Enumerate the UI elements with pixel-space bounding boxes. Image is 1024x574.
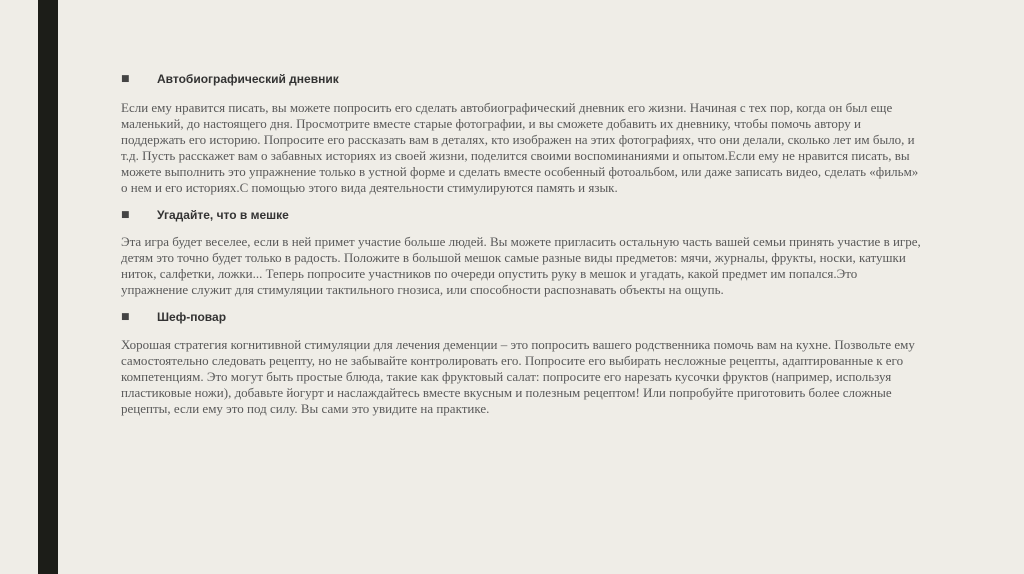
section-title: Автобиографический дневник (157, 72, 339, 86)
square-bullet-icon: ■ (121, 210, 130, 220)
section-title: Шеф-повар (157, 310, 227, 324)
square-bullet-icon: ■ (121, 74, 130, 84)
slide-content (121, 70, 921, 417)
section-paragraph-chef: Хорошая стратегия когнитивной стимуляции для лечения деменции – это попросить вашего родственника помочь вам на кухне. Позвольте ему самостоятельно следовать рецепту, но не забывайте контролировать его. Попросите его выбирать несложные рецепты, адаптированные к его компетенциям. Это могут быть простые блюда, такие как фруктовый салат: попросите его нарезать кусочки фруктов (например, используя пластиковые ножи), добавьте йогурт и наслаждайтесь вместе вкусным и полезным рецептом! Или попробуйте приготовить более сложные рецепты, если ему это под силу. Вы сами это увидите на практике. (121, 337, 915, 416)
section-title: Угадайте, что в мешке (157, 208, 289, 222)
left-accent-bar (38, 0, 58, 574)
section-heading-chef (121, 308, 921, 326)
section-paragraph-guess-bag: Эта игра будет веселее, если в ней примет участие больше людей. Вы можете пригласить остальную часть вашей семьи принять участие в игре, детям это точно будет только в радость. Положите в большой мешок самые разные виды предметов: мячи, журналы, фрукты, носки, катушки ниток, салфетки, ложки... Теперь попросите участников по очереди опустить руку в мешок и угадать, какой предмет им попался.Это упражнение служит для стимуляции тактильного гнозиса, или способности распознавать объекты на ощупь. (121, 234, 921, 297)
section-heading-guess-bag (121, 206, 921, 224)
square-bullet-icon: ■ (121, 312, 130, 322)
section-paragraph-autobiography: Если ему нравится писать, вы можете попросить его сделать автобиографический дневник его жизни. Начиная с тех пор, когда он был еще маленький, до настоящего дня. Просмотрите вместе старые фотографии, и вы сможете добавить их дневнику, чтобы помочь автору и поддержать его историю. Попросите его рассказать вам в деталях, кто изображен на этих фотографиях, что они делали, сколько лет им было, и т.д. Пусть расскажет вам о забавных историях из своей жизни, поделится своими воспоминаниями и опытом.Если ему не нравится писать, вы можете выполнить это упражнение только в устной форме и сделать вместе особенный фотоальбом, или даже записать видео, сделать «фильм» о нем и его историях.С помощью этого вида деятельности стимулируются память и язык. (121, 100, 919, 195)
section-heading-autobiography (121, 70, 921, 88)
